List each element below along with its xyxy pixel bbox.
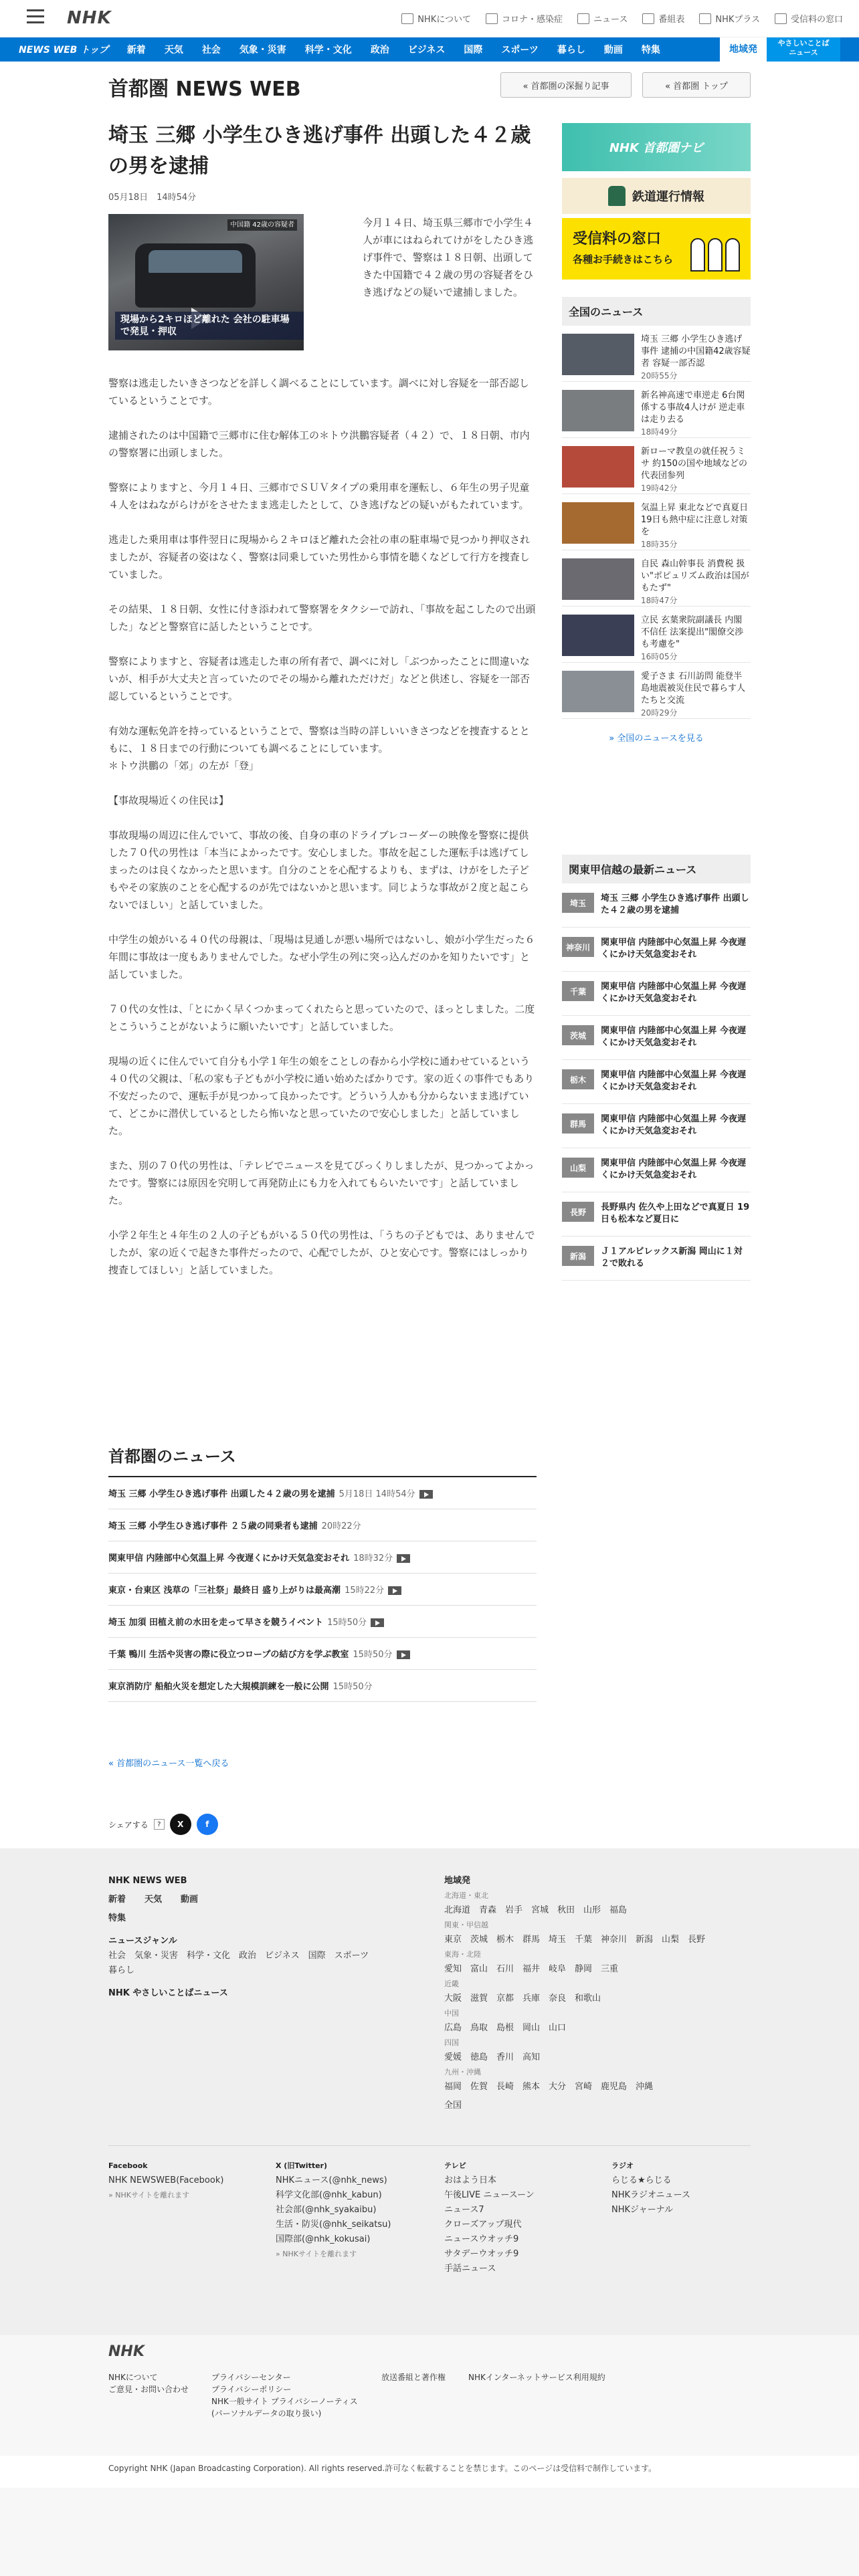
footer-genre-links[interactable]: 暮らし	[108, 1965, 135, 1975]
plus-icon	[699, 13, 711, 24]
footer-x-link[interactable]: 生活・防災(@nhk_seikatsu)	[276, 2220, 391, 2230]
help-icon[interactable]: ?	[154, 1819, 165, 1830]
footer-x-link[interactable]: 国際部(@nhk_kokusai)	[276, 2234, 371, 2244]
nav-item[interactable]: 社会	[201, 45, 221, 56]
prefecture-badge: 埼玉	[562, 893, 594, 913]
copyright: Copyright NHK (Japan Broadcasting Corporation). All rights reserved.許可なく転載することを禁じます。このページは受信料で制作しています。	[108, 2464, 657, 2473]
header-links	[401, 12, 843, 25]
schedule-icon	[642, 13, 654, 24]
virus-icon	[486, 13, 498, 24]
prefecture-badge: 新潟	[562, 1246, 594, 1266]
news-icon	[577, 13, 589, 24]
facebook-share-icon[interactable]: f	[197, 1814, 218, 1835]
footer-bottom	[0, 2335, 859, 2456]
article-paragraph: 逃走した乗用車は事件翌日に現場から２キロほど離れた会社の車の駐車場で見つかり押収されましたが、容疑者の姿はなく、警察は同乗していた男性から事情を聴くなどして行方を捜査していました。	[108, 534, 531, 580]
footer-bottom-col	[468, 2371, 605, 2383]
menu-icon[interactable]	[27, 9, 44, 27]
footer-terms-link[interactable]: NHKインターネットサービス利用規約	[468, 2373, 605, 2382]
footer-radio-link[interactable]: NHKジャーナル	[611, 2205, 674, 2215]
footer	[0, 1848, 859, 2335]
footer-divider	[108, 2145, 751, 2146]
article-date: 05月18日 14時54分	[108, 193, 197, 203]
prefecture-badge: 長野	[562, 1202, 594, 1222]
prefecture-badge: 神奈川	[562, 937, 594, 957]
video-icon	[397, 1650, 410, 1659]
footer-personal-data-link[interactable]: (パーソナルデータの取り扱い)	[211, 2409, 322, 2418]
article-video-thumbnail[interactable]	[108, 214, 304, 350]
footer-facebook-link[interactable]: NHK NEWSWEB(Facebook)	[108, 2175, 224, 2185]
region-news-item[interactable]: 東京・台東区 浅草の「三社祭」最終日 盛り上がりは最高潮 15時22分	[108, 1574, 537, 1606]
kanto-news-item[interactable]: 長野 長野県内 佐久や上田などで真夏日 19日も松本など夏日に	[562, 1192, 751, 1237]
nhk-logo[interactable]: NHK	[67, 8, 112, 28]
nav-item[interactable]: 天気	[164, 45, 183, 56]
kanto-news-item[interactable]: 茨城 関東甲信 内陸部中心気温上昇 今夜遅くにかけ天気急変おそれ	[562, 1016, 751, 1060]
video-icon	[388, 1586, 401, 1595]
footer-tv-link[interactable]: ニュースウオッチ9	[444, 2234, 519, 2244]
article-title: 埼玉 三郷 小学生ひき逃げ事件 出頭した４２歳の男を逮捕	[108, 124, 531, 178]
footer-regional: 地域発 北海道・東北 北海道 青森 岩手 宮城 秋田 山形 福島 関東・甲信越 東京 茨城 栃木 群馬 埼玉 千葉 神奈川 新潟 山梨 長野 東海・北陸 愛知 富山 石川 福井 岐阜 静岡 三重 近畿 大阪 滋賀 京都 兵庫 奈良 和歌山 中国 広島 鳥取 島根 岡山 山口 四国 愛媛 徳島 香川 高知 九州・沖縄 福岡 佐賀 長崎 熊本 大分 宮崎 鹿児島 沖縄 全国	[444, 1874, 752, 2113]
kanto-news-item[interactable]: 神奈川 関東甲信 内陸部中心気温上昇 今夜遅くにかけ天気急変おそれ	[562, 928, 751, 972]
footer-bottom-col	[381, 2371, 446, 2383]
footer-copyright-link[interactable]: 放送番組と著作権	[381, 2373, 446, 2382]
category-nav	[0, 37, 859, 62]
image-caption: 現場から2キロほど離れた 会社の駐車場で発見・押収	[115, 312, 304, 340]
footer-genre-links[interactable]: 社会 気象・災害 科学・文化 政治 ビジネス 国際 スポーツ	[108, 1951, 369, 1961]
prefecture-badge: 群馬	[562, 1113, 594, 1134]
national-news-item[interactable]: 立民 玄葉衆院副議長 内閣不信任 法案提出"閣僚交渉も考慮を" 16時05分	[562, 607, 751, 663]
footer-privacy-center-link[interactable]: プライバシーセンター	[211, 2373, 291, 2382]
prefecture-badge: 栃木	[562, 1069, 594, 1089]
receiving-fee-banner[interactable]: 受信料の窓口 各種お手続きはこちら	[562, 218, 751, 280]
nav-item[interactable]: 科学・文化	[304, 45, 352, 56]
article-paragraph: 警察は逃走したいきさつなどを詳しく調べることにしています。調べに対し容疑を一部否認しているということです。	[108, 377, 529, 407]
footer-background	[0, 2488, 859, 2576]
nav-item[interactable]: 動画	[603, 45, 623, 56]
region-news-item[interactable]: 千葉 鴨川 生活や災害の際に役立つロープの結び方を学ぶ教室 15時50分	[108, 1638, 537, 1670]
region-news-item[interactable]: 関東甲信 内陸部中心気温上昇 今夜遅くにかけ天気急変おそれ 18時32分	[108, 1541, 537, 1574]
footer-link[interactable]: 動画	[181, 1895, 199, 1905]
article-subheading: 【事故現場近くの住民は】	[108, 794, 229, 807]
news-thumbnail	[562, 558, 634, 600]
article-paragraph: 警察によりますと、容疑者は逃走した車の所有者で、調べに対し「ぶつかったことに間違いないが、相手が大丈夫と言っていたのでその場から離れただけだ」などと供述し、容疑を一部否認しているということです。	[108, 655, 531, 702]
article-paragraph: 事故現場の周辺に住んでいて、事故の後、自身の車のドライブレコーダーの映像を警察に提供した７０代の男性は「本当によかったです。安心しました。事故を起こした運転手は逃げてしまったのは良くなかったと思います。自分のことを心配するよりも、まずは、けがをした子どもやその家族のことを心配するのが先ではないかと思います。同じような事故が２度と起こらないでほしい」と話していました。	[108, 829, 529, 911]
article-paragraph: 逮捕されたのは中国籍で三郷市に住む解体工の＊トウ洪鵬容疑者（４２）で、１８日朝、市内の警察署に出頭しました。	[108, 429, 530, 459]
header-link-receipt[interactable]: 受信料の窓口	[775, 12, 843, 25]
article-lead: 今月１４日、埼玉県三郷市で小学生４人が車にはねられてけがをしたひき逃げ事件で、警察は１８日朝、出頭してきた中国籍で４２歳の男の容疑者をひき逃げなどの疑いで逮捕しました。	[363, 217, 534, 298]
national-news-item[interactable]: 新ローマ教皇の就任祝うミサ 約150の国や地域などの代表団参列 19時42分	[562, 438, 751, 494]
back-to-region-list-link[interactable]: « 首都圏のニュース一覧へ戻る	[108, 1759, 229, 1769]
footer-tv: テレビ おはよう日本 午後LIVE ニュースーン ニュース7 クローズアップ現代 ニュースウオッチ9 サタデーウオッチ9 手話ニュース	[444, 2159, 598, 2276]
article-paragraph: 現場の近くに住んでいて自分も小学１年生の娘をことしの春から小学校に通わせているという４０代の父親は、「私の家も子どもが小学校に通い始めたばかりです。家の近くの事件でもあり不安だったので、運転手が見つかって良かったです。どういう人かも分からないまま逃げていて、どこかに潜伏しているとしたら怖いなと思っていたので安心しました」と話していました。	[108, 1055, 535, 1137]
kanto-news-item[interactable]: 千葉 関東甲信 内陸部中心気温上昇 今夜遅くにかけ天気急変おそれ	[562, 972, 751, 1016]
video-icon	[371, 1618, 384, 1627]
header-link-about[interactable]: NHKについて	[401, 12, 471, 25]
footer-bottom-col	[108, 2371, 189, 2395]
region-top-button[interactable]: « 首都圏 トップ	[642, 72, 751, 98]
footer-facebook: Facebook NHK NEWSWEB(Facebook) » NHKサイトを離れます	[108, 2161, 224, 2199]
kanto-news-title: 関東甲信越の最新ニュース	[562, 855, 751, 883]
footer-easy-news-link[interactable]: NHK やさしいことばニュース	[108, 1988, 228, 1998]
national-news-item[interactable]: 新名神高速で車逆走 6台関係する事故4人けが 逆走車は走り去る 18時49分	[562, 382, 751, 438]
footer-radio: ラジオ らじる★らじる NHKラジオニュース NHKジャーナル	[611, 2159, 752, 2218]
footer-link[interactable]: 新着	[108, 1895, 126, 1905]
footer-region-all[interactable]: 全国	[444, 2101, 462, 2111]
footer-contact-link[interactable]: ご意見・お問い合わせ	[108, 2385, 189, 2394]
nav-item[interactable]: 国際	[464, 45, 483, 56]
footer-x-link[interactable]: NHKニュース(@nhk_news)	[276, 2175, 387, 2185]
prefecture-badge: 山梨	[562, 1158, 594, 1178]
footer-about-link[interactable]: NHKについて	[108, 2373, 158, 2382]
receipt-icon	[775, 13, 787, 24]
footer-privacy-notice-link[interactable]: NHK一般サイト プライバシーノーティス	[211, 2397, 358, 2406]
article-paragraph: ７０代の女性は、「とにかく早くつかまってくれたらと思っていたので、ほっとしました。二度とこういうことがないように願いたいです」と話していました。	[108, 1003, 535, 1033]
region-news	[108, 1443, 537, 1702]
video-icon	[397, 1554, 410, 1563]
nav-brand-link[interactable]: NEWS WEB トップ	[19, 45, 108, 56]
region-news-item[interactable]: 埼玉 三郷 小学生ひき逃げ事件 出頭した４２歳の男を逮捕 5月18日 14時54分	[108, 1477, 537, 1509]
article-paragraph: 小学２年生と４年生の２人の子どもがいる５０代の男性は、「うちの子どもでは、ありませんでしたが、家の近くで起きた事件だったので、心配でしたが、ひと安心です。警察にはしっかり捜査してほしい」と話していました。	[108, 1229, 535, 1276]
national-news-title: 全国のニュース	[562, 297, 751, 326]
national-news-item[interactable]: 気温上昇 東北などで真夏日 19日も熱中症に注意し対策を 18時35分	[562, 494, 751, 550]
nav-item[interactable]: 気象・災害	[239, 45, 286, 56]
nav-item[interactable]: 暮らし	[557, 45, 585, 56]
footer-link[interactable]: 天気	[145, 1895, 163, 1905]
nav-easy-news[interactable]: やさしいことば ニュース	[767, 37, 840, 62]
footer-tv-link[interactable]: サタデーウオッチ9	[444, 2249, 519, 2259]
footer-tv-link[interactable]: クローズアップ現代	[444, 2220, 522, 2230]
article-paragraph: 有効な運転免許を持っているということで、警察は当時の詳しいいきさつなどを捜査するとともに、１８日までの行動についても調べることにしています。 ＊トウ洪鵬の「郊」の左が「登」	[108, 725, 530, 772]
region-news-item[interactable]: 埼玉 三郷 小学生ひき逃げ事件 ２５歳の同乗者も逮捕 20時22分	[108, 1509, 537, 1541]
footer-region-links[interactable]: 東京 茨城 栃木 群馬 埼玉 千葉 神奈川 新潟 山梨 長野	[444, 1935, 706, 1945]
nav-item-regional-active[interactable]: 地域発	[720, 37, 767, 62]
footer-link[interactable]: 特集	[108, 1913, 126, 1923]
header-link-schedule[interactable]: 番組表	[642, 12, 684, 25]
footer-tv-link[interactable]: 午後LIVE ニュースーン	[444, 2190, 535, 2200]
footer-region-links[interactable]: 大阪 滋賀 京都 兵庫 奈良 和歌山	[444, 1994, 601, 2004]
national-news-item[interactable]: 愛子さま 石川訪問 能登半島地震被災住民で暮らす人たちと交流 20時29分	[562, 663, 751, 719]
footer-x: X (旧Twitter) NHKニュース(@nhk_news) 科学文化部(@nhk_kabun) 社会部(@nhk_syakaibu) 生活・防災(@nhk_seikatsu) 国際部(@nhk_kokusai) » NHKサイトを離れます	[276, 2159, 430, 2262]
nav-item[interactable]: 政治	[370, 45, 389, 56]
car-image	[135, 243, 256, 308]
footer-newsweb: NHK NEWS WEB 新着 天気 動画 特集 ニュースジャンル 社会 気象・災害 科学・文化 政治 ビジネス 国際 スポーツ 暮らし NHK やさしいことばニュース	[108, 1874, 389, 2001]
footer-region-links[interactable]: 愛知 富山 石川 福井 岐阜 静岡 三重	[444, 1964, 619, 1974]
footer-region-links[interactable]: 広島 鳥取 島根 岡山 山口	[444, 2023, 567, 2033]
footer-bottom-col	[211, 2371, 358, 2420]
kanto-news-item[interactable]: 栃木 関東甲信 内陸部中心気温上昇 今夜遅くにかけ天気急変おそれ	[562, 1060, 751, 1104]
share-label: シェアする	[108, 1820, 149, 1830]
national-news-item[interactable]: 自民 森山幹事長 消費税 扱い"ポピュリズム政治は国がもたず" 18時47分	[562, 550, 751, 607]
kanto-news-item[interactable]: 群馬 関東甲信 内陸部中心気温上昇 今夜遅くにかけ天気急変おそれ	[562, 1104, 751, 1148]
header-link-news[interactable]: ニュース	[577, 12, 628, 25]
news-thumbnail	[562, 671, 634, 712]
rail-info-banner[interactable]: 鉄道運行情報	[562, 178, 751, 214]
article-body	[108, 374, 537, 1296]
x-share-icon[interactable]: X	[170, 1814, 191, 1835]
footer-tv-link[interactable]: おはよう日本	[444, 2175, 497, 2185]
footer-x-link[interactable]: 社会部(@nhk_syakaibu)	[276, 2205, 377, 2215]
footer-nhk-logo[interactable]: NHK	[108, 2343, 145, 2360]
share-bar	[108, 1814, 218, 1835]
nav-item[interactable]: スポーツ	[501, 45, 539, 56]
info-icon	[401, 13, 413, 24]
kanto-news	[562, 855, 751, 1281]
national-news-more-link[interactable]: » 全国のニュースを見る	[609, 734, 704, 744]
deep-dive-button[interactable]: « 首都圏の深掘り記事	[500, 72, 632, 98]
prefecture-badge: 茨城	[562, 1025, 594, 1045]
article	[108, 120, 537, 1276]
footer-tv-link[interactable]: 手話ニュース	[444, 2264, 496, 2274]
news-thumbnail	[562, 390, 634, 431]
national-news-item[interactable]: 埼玉 三郷 小学生ひき逃げ事件 逮捕の中国籍42歳容疑者 容疑一部否認 20時55分	[562, 326, 751, 382]
kanto-news-item[interactable]: 埼玉 埼玉 三郷 小学生ひき逃げ事件 出頭した４２歳の男を逮捕	[562, 883, 751, 928]
region-news-item[interactable]: 東京消防庁 船舶火災を想定した大規模訓練を一般に公開 15時50分	[108, 1670, 537, 1702]
train-icon	[608, 186, 626, 206]
nav-item[interactable]: 新着	[126, 45, 146, 56]
article-paragraph: また、別の７０代の男性は、「テレビでニュースを見てびっくりしましたが、見つかってよかったです。警察には原因を究明して再発防止にも力を入れてもらいたいです」と話していました。	[108, 1160, 535, 1206]
article-paragraph: その結果、１８日朝、女性に付き添われて警察署をタクシーで訪れ、「事故を起こしたので出頭した」などと警察官に話したということです。	[108, 603, 536, 633]
footer-region-links[interactable]: 福岡 佐賀 長崎 熊本 大分 宮崎 鹿児島 沖縄	[444, 2082, 654, 2092]
news-thumbnail	[562, 334, 634, 375]
footer-region-links[interactable]: 愛媛 徳島 香川 高知	[444, 2052, 541, 2062]
image-tag: 中国籍 42歳の容疑者	[227, 219, 297, 231]
prefecture-badge: 千葉	[562, 981, 594, 1001]
nav-item[interactable]: 特集	[641, 45, 660, 56]
footer-tv-link[interactable]: ニュース7	[444, 2205, 484, 2215]
news-thumbnail	[562, 615, 634, 656]
people-illustration-icon	[690, 227, 741, 272]
header-link-plus[interactable]: NHKプラス	[699, 12, 760, 25]
news-thumbnail	[562, 446, 634, 488]
footer-radio-link[interactable]: らじる★らじる	[611, 2175, 672, 2185]
kanto-news-item[interactable]: 新潟 Ｊ１アルビレックス新潟 岡山に１対２で敗れる	[562, 1237, 751, 1281]
header-link-covid[interactable]: コロナ・感染症	[486, 12, 563, 25]
footer-radio-link[interactable]: NHKラジオニュース	[611, 2190, 690, 2200]
article-paragraph: 警察によりますと、今月１４日、三郷市でＳＵＶタイプの乗用車を運転し、６年生の男子児童４人をはねながらけがをさせたまま逃走したとして、ひき逃げなどの疑いがもたれています。	[108, 481, 530, 511]
kanto-news-item[interactable]: 山梨 関東甲信 内陸部中心気温上昇 今夜遅くにかけ天気急変おそれ	[562, 1148, 751, 1192]
region-news-item[interactable]: 埼玉 加須 田植え前の水田を走って早さを競うイベント 15時50分	[108, 1606, 537, 1638]
news-thumbnail	[562, 502, 634, 544]
region-news-list	[108, 1477, 537, 1702]
footer-privacy-policy-link[interactable]: プライバシーポリシー	[211, 2385, 292, 2394]
shutoken-navi-banner[interactable]: NHK 首都圏ナビ	[562, 123, 751, 171]
footer-region-links[interactable]: 北海道 青森 岩手 宮城 秋田 山形 福島	[444, 1905, 628, 1915]
section-title: 首都圏 NEWS WEB	[108, 78, 301, 101]
article-paragraph: 中学生の娘がいる４０代の母親は、「現場は見通しが悪い場所ではないし、娘が小学生だった６年間に事故は一度もありませんでした。なぜ小学生の列に突っ込んだのかを知りたいです」と話していました。	[108, 934, 535, 980]
top-header	[0, 0, 859, 37]
nav-item[interactable]: ビジネス	[407, 45, 446, 56]
region-news-title: 首都圏のニュース	[108, 1443, 537, 1477]
video-icon	[419, 1490, 433, 1499]
national-news	[562, 297, 751, 744]
footer-x-link[interactable]: 科学文化部(@nhk_kabun)	[276, 2190, 382, 2200]
